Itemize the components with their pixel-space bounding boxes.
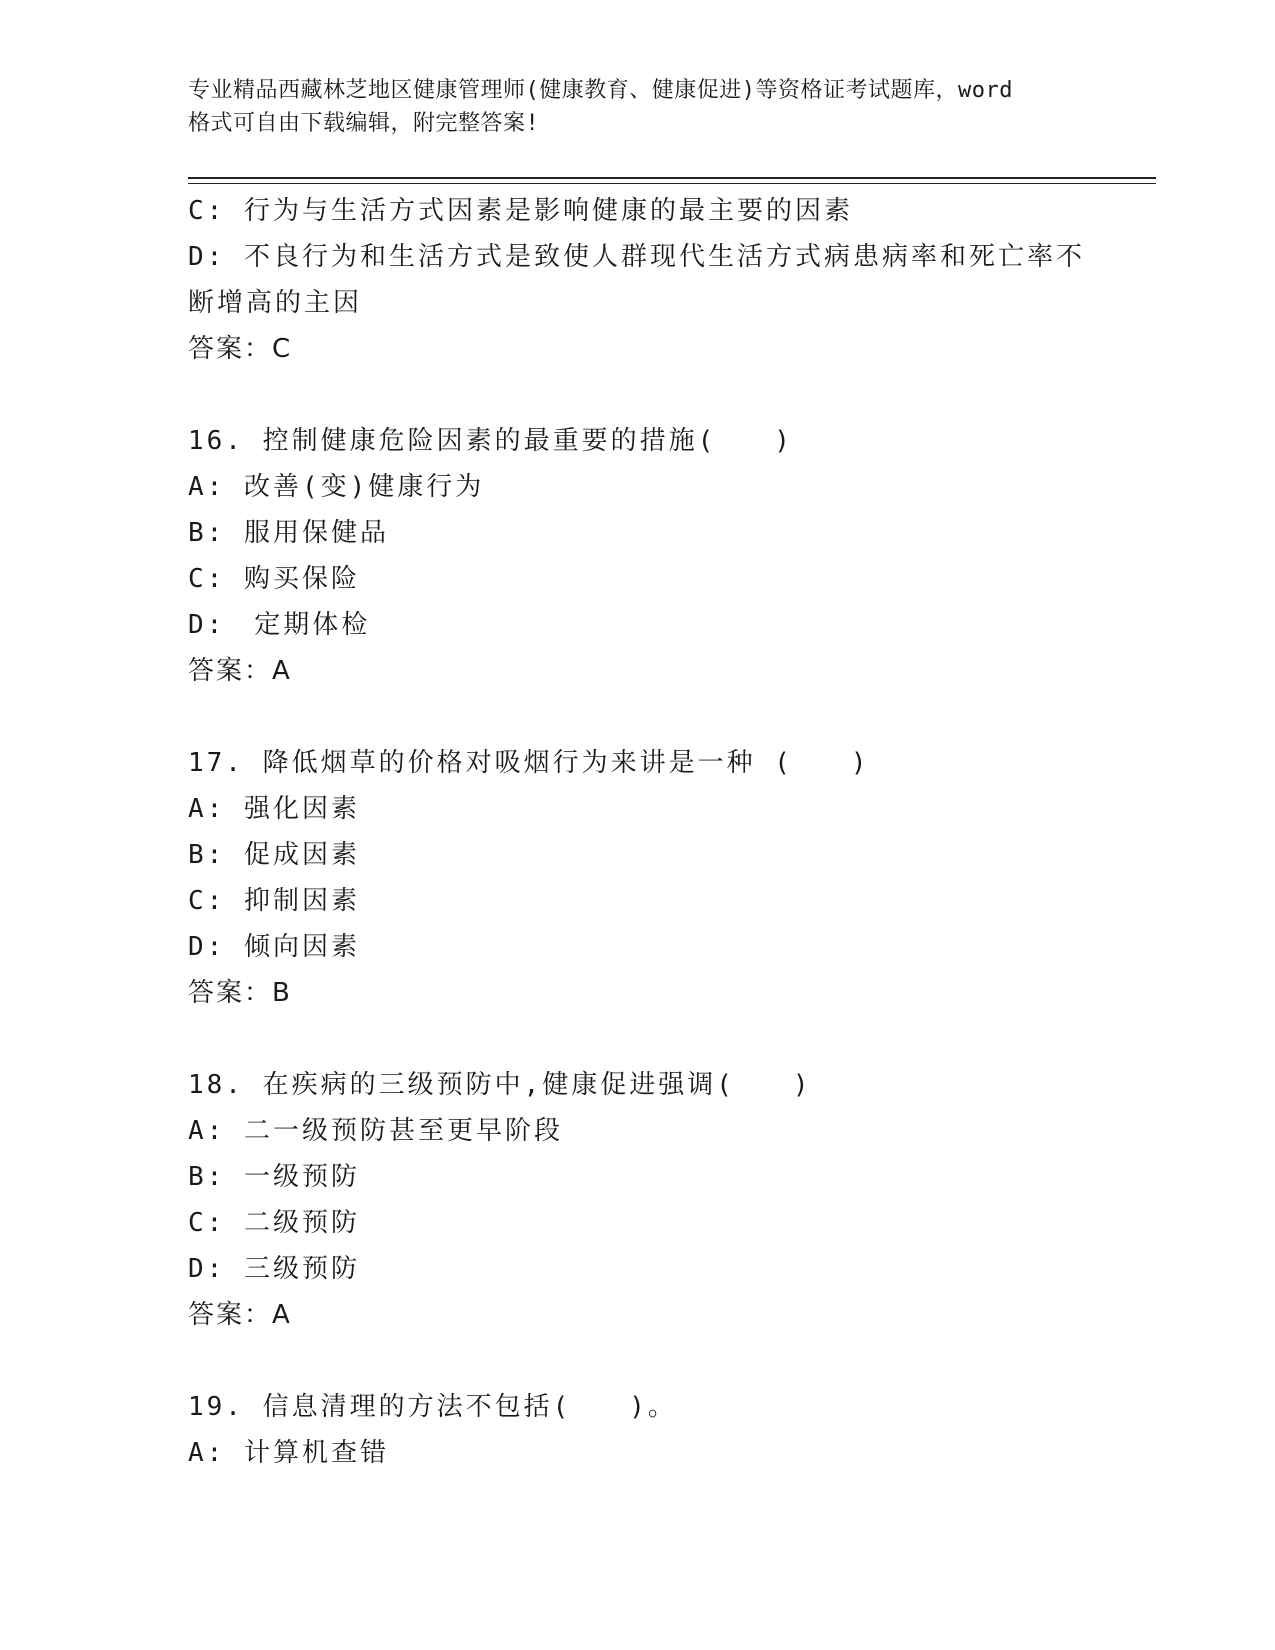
option-a: A: 改善(变)健康行为	[188, 472, 485, 502]
option-a: A: 计算机查错	[188, 1438, 389, 1468]
answer: 答案：A	[188, 1300, 292, 1330]
question-stem: 16. 控制健康危险因素的最重要的措施( )	[188, 426, 793, 456]
previous-question-tail	[188, 188, 1088, 372]
option-d: D: 倾向因素	[188, 932, 360, 962]
question-list	[188, 188, 1088, 1476]
document-header	[188, 74, 1088, 140]
option-d-line-1: D: 不良行为和生活方式是致使人群现代生活方式病患病率和死亡率不	[188, 242, 1085, 272]
option-d: D: 定期体检	[188, 610, 371, 640]
option-b: B: 服用保健品	[188, 518, 389, 548]
option-c: C: 行为与生活方式因素是影响健康的最主要的因素	[188, 196, 853, 226]
option-b: B: 一级预防	[188, 1162, 360, 1192]
option-c: C: 抑制因素	[188, 886, 360, 916]
option-a: A: 强化因素	[188, 794, 360, 824]
header-divider-thick	[188, 177, 1156, 179]
option-a: A: 二一级预防甚至更早阶段	[188, 1116, 563, 1146]
question-18	[188, 1062, 1088, 1338]
option-b: B: 促成因素	[188, 840, 360, 870]
option-d-line-2: 断增高的主因	[188, 288, 363, 318]
question-stem: 18. 在疾病的三级预防中,健康促进强调( )	[188, 1070, 812, 1100]
answer: 答案：B	[188, 978, 292, 1008]
option-c: C: 二级预防	[188, 1208, 360, 1238]
question-19	[188, 1384, 1088, 1476]
question-16	[188, 418, 1088, 694]
question-stem: 17. 降低烟草的价格对吸烟行为来讲是一种 ( )	[188, 748, 870, 778]
option-d: D: 三级预防	[188, 1254, 360, 1284]
answer: 答案：C	[188, 334, 293, 364]
answer: 答案：A	[188, 656, 292, 686]
header-line-1: 专业精品西藏林芝地区健康管理师(健康教育、健康促进)等资格证考试题库，word	[188, 78, 1013, 103]
header-divider-thin	[188, 183, 1156, 184]
question-17	[188, 740, 1088, 1016]
header-line-2: 格式可自由下载编辑，附完整答案!	[188, 111, 540, 136]
option-c: C: 购买保险	[188, 564, 360, 594]
question-stem: 19. 信息清理的方法不包括( )。	[188, 1392, 677, 1422]
